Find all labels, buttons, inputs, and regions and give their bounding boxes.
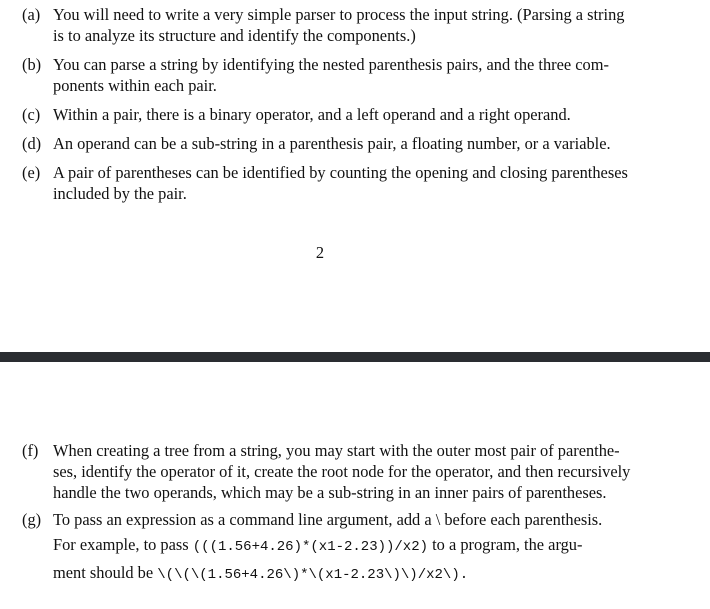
list-item-marker: (d)	[22, 134, 42, 153]
list-item-marker: (f)	[22, 441, 39, 460]
list-item-marker: (b)	[22, 55, 42, 74]
requirements-list-top	[22, 4, 674, 212]
list-item-text-line: included by the pair.	[53, 184, 187, 203]
list-item-text-line: You will need to write a very simple parser to process the input string. (Parsing a string	[53, 5, 625, 24]
list-item-marker: (c)	[22, 105, 41, 124]
list-item-marker: (g)	[22, 510, 42, 529]
inline-code-expression: (((1.56+4.26)*(x1-2.23))/x2)	[192, 539, 429, 555]
list-item-text-line: When creating a tree from a string, you may start with the outer most pair of parenthe-	[53, 441, 620, 460]
list-item-b	[22, 54, 674, 96]
list-item-text-line: ponents within each pair.	[53, 76, 217, 95]
requirements-list-bottom	[22, 440, 674, 592]
list-item-text-line: A pair of parentheses can be identified by counting the opening and closing parentheses	[53, 163, 628, 182]
inline-code-escaped-argument: \(\(\(1.56+4.26\)*\(x1-2.23\)\)/x2\).	[157, 567, 469, 583]
list-item-text-line-with-code	[53, 562, 674, 586]
list-item-text-line: is to analyze its structure and identify the components.)	[53, 26, 416, 45]
list-item-text-line-with-code	[53, 534, 674, 558]
list-item-text-line: ses, identify the operator of it, create the root node for the operator, and then recursively	[53, 462, 631, 481]
list-item-marker: (e)	[22, 163, 41, 182]
list-item-c	[22, 104, 674, 125]
page-bottom	[0, 362, 710, 609]
list-item-e	[22, 162, 674, 204]
list-item-text-line: handle the two operands, which may be a sub-string in an inner pairs of parentheses.	[53, 483, 607, 502]
list-item-text-line: Within a pair, there is a binary operator, and a left operand and a right operand.	[53, 105, 571, 124]
list-item-d	[22, 133, 674, 154]
page-separator	[0, 352, 710, 362]
list-item-text-line: To pass an expression as a command line argument, add a \ before each parenthesis.	[53, 510, 603, 529]
list-item-text-line: You can parse a string by identifying the nested parenthesis pairs, and the three com-	[53, 55, 609, 74]
list-item-text-line: An operand can be a sub-string in a parenthesis pair, a floating number, or a variable.	[53, 134, 611, 153]
text-segment: to a program, the argu-	[428, 535, 583, 554]
list-item-g	[22, 509, 674, 586]
text-segment: For example, to pass	[53, 535, 193, 554]
list-item-a	[22, 4, 674, 46]
list-item-marker: (a)	[22, 5, 41, 24]
list-item-f	[22, 440, 674, 503]
text-segment: ment should be	[53, 563, 158, 582]
page-number: 2	[315, 243, 325, 262]
